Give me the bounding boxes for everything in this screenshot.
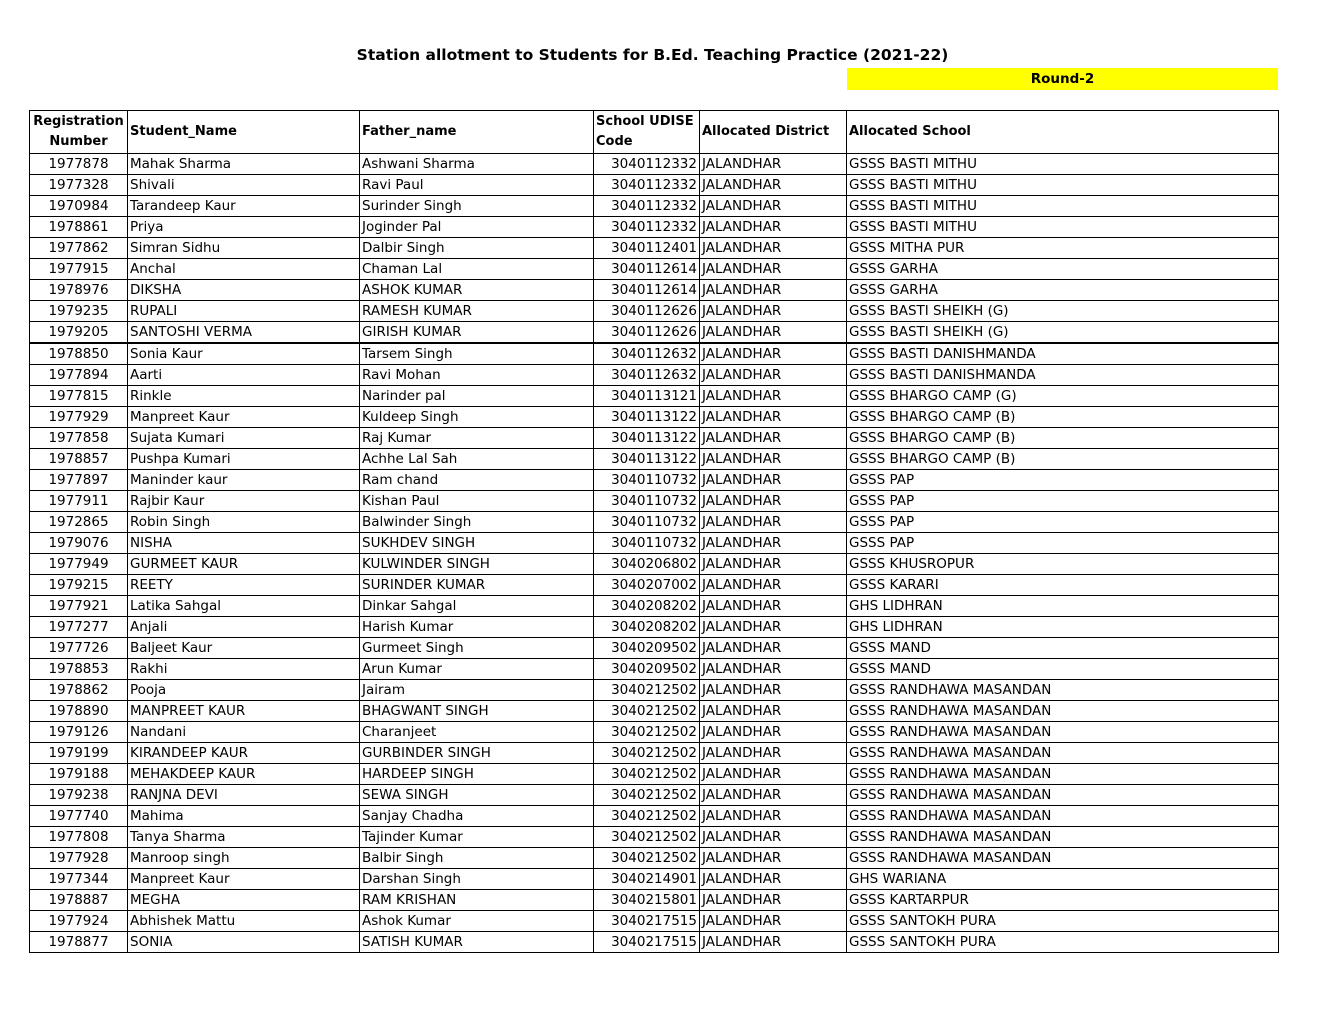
- table-row: [30, 722, 1279, 743]
- school-cell: GSSS RANDHAWA MASANDAN: [847, 764, 1279, 785]
- table-row: [30, 175, 1279, 196]
- district-cell: JALANDHAR: [700, 575, 847, 596]
- school-cell: GSSS RANDHAWA MASANDAN: [847, 806, 1279, 827]
- school-cell: GSSS BHARGO CAMP (G): [847, 386, 1279, 407]
- father-name-cell: Ram chand: [360, 470, 594, 491]
- student-name-cell: Mahak Sharma: [128, 154, 360, 175]
- table-row: [30, 680, 1279, 701]
- school-cell: GSSS MAND: [847, 638, 1279, 659]
- school-cell: GSSS GARHA: [847, 280, 1279, 301]
- udise-code-cell: 3040110732: [594, 491, 700, 512]
- allotment-table: [29, 110, 1279, 953]
- registration-number-cell: 1977328: [30, 175, 128, 196]
- father-name-cell: Harish Kumar: [360, 617, 594, 638]
- registration-number-cell: 1978887: [30, 890, 128, 911]
- school-cell: GSSS RANDHAWA MASANDAN: [847, 743, 1279, 764]
- school-cell: GSSS BHARGO CAMP (B): [847, 449, 1279, 470]
- student-name-cell: SANTOSHI VERMA: [128, 322, 360, 344]
- registration-number-cell: 1977928: [30, 848, 128, 869]
- table-row: [30, 554, 1279, 575]
- district-cell: JALANDHAR: [700, 491, 847, 512]
- table-row: [30, 638, 1279, 659]
- district-cell: JALANDHAR: [700, 470, 847, 491]
- udise-code-cell: 3040110732: [594, 512, 700, 533]
- district-cell: JALANDHAR: [700, 238, 847, 259]
- table-row: [30, 365, 1279, 386]
- udise-code-cell: 3040112332: [594, 217, 700, 238]
- student-name-cell: SONIA: [128, 932, 360, 953]
- udise-code-cell: 3040112632: [594, 365, 700, 386]
- father-name-cell: SATISH KUMAR: [360, 932, 594, 953]
- district-cell: JALANDHAR: [700, 322, 847, 344]
- father-name-cell: Tajinder Kumar: [360, 827, 594, 848]
- father-name-cell: BHAGWANT SINGH: [360, 701, 594, 722]
- udise-code-cell: 3040209502: [594, 659, 700, 680]
- district-cell: JALANDHAR: [700, 512, 847, 533]
- udise-code-cell: 3040209502: [594, 638, 700, 659]
- registration-number-cell: 1977862: [30, 238, 128, 259]
- father-name-cell: Charanjeet: [360, 722, 594, 743]
- registration-number-cell: 1977911: [30, 491, 128, 512]
- student-name-cell: MEGHA: [128, 890, 360, 911]
- table-row: [30, 890, 1279, 911]
- father-name-cell: Ashok Kumar: [360, 911, 594, 932]
- district-cell: JALANDHAR: [700, 407, 847, 428]
- father-name-cell: Balbir Singh: [360, 848, 594, 869]
- registration-number-cell: 1978857: [30, 449, 128, 470]
- district-cell: JALANDHAR: [700, 932, 847, 953]
- registration-number-cell: 1979238: [30, 785, 128, 806]
- student-name-cell: DIKSHA: [128, 280, 360, 301]
- student-name-cell: Mahima: [128, 806, 360, 827]
- district-cell: JALANDHAR: [700, 428, 847, 449]
- student-name-cell: Shivali: [128, 175, 360, 196]
- district-cell: JALANDHAR: [700, 343, 847, 365]
- student-name-cell: Priya: [128, 217, 360, 238]
- school-cell: GSSS PAP: [847, 533, 1279, 554]
- school-cell: GHS LIDHRAN: [847, 596, 1279, 617]
- student-name-cell: Manpreet Kaur: [128, 869, 360, 890]
- student-name-cell: RANJNA DEVI: [128, 785, 360, 806]
- school-cell: GSSS RANDHAWA MASANDAN: [847, 701, 1279, 722]
- udise-code-cell: 3040212502: [594, 701, 700, 722]
- registration-number-cell: 1977858: [30, 428, 128, 449]
- udise-code-cell: 3040212502: [594, 764, 700, 785]
- udise-code-cell: 3040112332: [594, 175, 700, 196]
- school-cell: GSSS PAP: [847, 491, 1279, 512]
- table-row: [30, 238, 1279, 259]
- registration-number-cell: 1979199: [30, 743, 128, 764]
- udise-code-cell: 3040112626: [594, 301, 700, 322]
- student-name-cell: Tanya Sharma: [128, 827, 360, 848]
- header-student-name: Student_Name: [128, 111, 360, 154]
- table-row: [30, 785, 1279, 806]
- student-name-cell: Pooja: [128, 680, 360, 701]
- father-name-cell: Surinder Singh: [360, 196, 594, 217]
- father-name-cell: Achhe Lal Sah: [360, 449, 594, 470]
- father-name-cell: Narinder pal: [360, 386, 594, 407]
- udise-code-cell: 3040212502: [594, 827, 700, 848]
- table-row: [30, 932, 1279, 953]
- student-name-cell: Manroop singh: [128, 848, 360, 869]
- student-name-cell: Abhishek Mattu: [128, 911, 360, 932]
- registration-number-cell: 1979076: [30, 533, 128, 554]
- father-name-cell: Kishan Paul: [360, 491, 594, 512]
- father-name-cell: Darshan Singh: [360, 869, 594, 890]
- father-name-cell: Raj Kumar: [360, 428, 594, 449]
- registration-number-cell: 1977915: [30, 259, 128, 280]
- school-cell: GSSS BASTI MITHU: [847, 154, 1279, 175]
- school-cell: GSSS MAND: [847, 659, 1279, 680]
- student-name-cell: Rinkle: [128, 386, 360, 407]
- father-name-cell: Jairam: [360, 680, 594, 701]
- father-name-cell: ASHOK KUMAR: [360, 280, 594, 301]
- registration-number-cell: 1977740: [30, 806, 128, 827]
- registration-number-cell: 1978862: [30, 680, 128, 701]
- udise-code-cell: 3040212502: [594, 722, 700, 743]
- district-cell: JALANDHAR: [700, 701, 847, 722]
- table-row: [30, 827, 1279, 848]
- district-cell: JALANDHAR: [700, 638, 847, 659]
- registration-number-cell: 1977924: [30, 911, 128, 932]
- school-cell: GSSS PAP: [847, 470, 1279, 491]
- father-name-cell: Ravi Mohan: [360, 365, 594, 386]
- district-cell: JALANDHAR: [700, 259, 847, 280]
- father-name-cell: Gurmeet Singh: [360, 638, 594, 659]
- table-row: [30, 659, 1279, 680]
- udise-code-cell: 3040112614: [594, 259, 700, 280]
- school-cell: GSSS BASTI DANISHMANDA: [847, 365, 1279, 386]
- registration-number-cell: 1977929: [30, 407, 128, 428]
- table-row: [30, 806, 1279, 827]
- father-name-cell: Dinkar Sahgal: [360, 596, 594, 617]
- school-cell: GSSS SANTOKH PURA: [847, 932, 1279, 953]
- district-cell: JALANDHAR: [700, 890, 847, 911]
- school-cell: GSSS BASTI MITHU: [847, 196, 1279, 217]
- registration-number-cell: 1979188: [30, 764, 128, 785]
- district-cell: JALANDHAR: [700, 869, 847, 890]
- district-cell: JALANDHAR: [700, 533, 847, 554]
- student-name-cell: Sonia Kaur: [128, 343, 360, 365]
- udise-code-cell: 3040112332: [594, 196, 700, 217]
- father-name-cell: SEWA SINGH: [360, 785, 594, 806]
- udise-code-cell: 3040113122: [594, 449, 700, 470]
- district-cell: JALANDHAR: [700, 764, 847, 785]
- student-name-cell: Latika Sahgal: [128, 596, 360, 617]
- registration-number-cell: 1970984: [30, 196, 128, 217]
- student-name-cell: Maninder kaur: [128, 470, 360, 491]
- student-name-cell: Simran Sidhu: [128, 238, 360, 259]
- district-cell: JALANDHAR: [700, 659, 847, 680]
- district-cell: JALANDHAR: [700, 217, 847, 238]
- school-cell: GSSS KARTARPUR: [847, 890, 1279, 911]
- district-cell: JALANDHAR: [700, 196, 847, 217]
- student-name-cell: MEHAKDEEP KAUR: [128, 764, 360, 785]
- father-name-cell: Ravi Paul: [360, 175, 594, 196]
- registration-number-cell: 1979215: [30, 575, 128, 596]
- udise-code-cell: 3040113122: [594, 428, 700, 449]
- father-name-cell: Kuldeep Singh: [360, 407, 594, 428]
- school-cell: GHS WARIANA: [847, 869, 1279, 890]
- udise-code-cell: 3040112401: [594, 238, 700, 259]
- udise-code-cell: 3040112626: [594, 322, 700, 344]
- district-cell: JALANDHAR: [700, 785, 847, 806]
- school-cell: GSSS KARARI: [847, 575, 1279, 596]
- registration-number-cell: 1977894: [30, 365, 128, 386]
- udise-code-cell: 3040214901: [594, 869, 700, 890]
- school-cell: GSSS PAP: [847, 512, 1279, 533]
- district-cell: JALANDHAR: [700, 365, 847, 386]
- registration-number-cell: 1979126: [30, 722, 128, 743]
- school-cell: GSSS BASTI MITHU: [847, 217, 1279, 238]
- table-row: [30, 764, 1279, 785]
- udise-code-cell: 3040113121: [594, 386, 700, 407]
- table-row: [30, 617, 1279, 638]
- header-allocated-school: Allocated School: [847, 111, 1279, 154]
- district-cell: JALANDHAR: [700, 743, 847, 764]
- district-cell: JALANDHAR: [700, 806, 847, 827]
- school-cell: GSSS BASTI SHEIKH (G): [847, 322, 1279, 344]
- table-row: [30, 869, 1279, 890]
- district-cell: JALANDHAR: [700, 680, 847, 701]
- table-row: [30, 407, 1279, 428]
- table-row: [30, 449, 1279, 470]
- table-row: [30, 470, 1279, 491]
- header-row: [30, 111, 1279, 154]
- school-cell: GSSS SANTOKH PURA: [847, 911, 1279, 932]
- table-row: [30, 428, 1279, 449]
- table-row: [30, 701, 1279, 722]
- father-name-cell: Tarsem Singh: [360, 343, 594, 365]
- udise-code-cell: 3040112632: [594, 343, 700, 365]
- student-name-cell: Pushpa Kumari: [128, 449, 360, 470]
- udise-code-cell: 3040212502: [594, 785, 700, 806]
- father-name-cell: KULWINDER SINGH: [360, 554, 594, 575]
- registration-number-cell: 1977277: [30, 617, 128, 638]
- udise-code-cell: 3040207002: [594, 575, 700, 596]
- header-father-name: Father_name: [360, 111, 594, 154]
- table-row: [30, 217, 1279, 238]
- udise-code-cell: 3040212502: [594, 743, 700, 764]
- district-cell: JALANDHAR: [700, 827, 847, 848]
- udise-code-cell: 3040212502: [594, 806, 700, 827]
- father-name-cell: Sanjay Chadha: [360, 806, 594, 827]
- table-row: [30, 533, 1279, 554]
- registration-number-cell: 1978853: [30, 659, 128, 680]
- registration-number-cell: 1977921: [30, 596, 128, 617]
- document-title: Station allotment to Students for B.Ed. Teaching Practice (2021-22): [356, 46, 949, 64]
- father-name-cell: Joginder Pal: [360, 217, 594, 238]
- registration-number-cell: 1977897: [30, 470, 128, 491]
- registration-number-cell: 1977878: [30, 154, 128, 175]
- table-row: [30, 848, 1279, 869]
- student-name-cell: Nandani: [128, 722, 360, 743]
- student-name-cell: Baljeet Kaur: [128, 638, 360, 659]
- school-cell: GSSS RANDHAWA MASANDAN: [847, 827, 1279, 848]
- student-name-cell: Manpreet Kaur: [128, 407, 360, 428]
- student-name-cell: MANPREET KAUR: [128, 701, 360, 722]
- school-cell: GSSS BASTI MITHU: [847, 175, 1279, 196]
- udise-code-cell: 3040215801: [594, 890, 700, 911]
- student-name-cell: Sujata Kumari: [128, 428, 360, 449]
- student-name-cell: Anjali: [128, 617, 360, 638]
- school-cell: GSSS RANDHAWA MASANDAN: [847, 785, 1279, 806]
- father-name-cell: SURINDER KUMAR: [360, 575, 594, 596]
- table-row: [30, 322, 1279, 344]
- father-name-cell: SUKHDEV SINGH: [360, 533, 594, 554]
- table-row: [30, 259, 1279, 280]
- table-row: [30, 575, 1279, 596]
- table-row: [30, 743, 1279, 764]
- registration-number-cell: 1979205: [30, 322, 128, 344]
- table-row: [30, 911, 1279, 932]
- district-cell: JALANDHAR: [700, 154, 847, 175]
- udise-code-cell: 3040110732: [594, 470, 700, 491]
- school-cell: GSSS MITHA PUR: [847, 238, 1279, 259]
- table-row: [30, 280, 1279, 301]
- table-row: [30, 386, 1279, 407]
- student-name-cell: NISHA: [128, 533, 360, 554]
- round-label: Round-2: [847, 68, 1278, 90]
- father-name-cell: RAMESH KUMAR: [360, 301, 594, 322]
- registration-number-cell: 1978890: [30, 701, 128, 722]
- district-cell: JALANDHAR: [700, 848, 847, 869]
- registration-number-cell: 1977949: [30, 554, 128, 575]
- header-allocated-district: Allocated District: [700, 111, 847, 154]
- udise-code-cell: 3040206802: [594, 554, 700, 575]
- udise-code-cell: 3040112332: [594, 154, 700, 175]
- registration-number-cell: 1978976: [30, 280, 128, 301]
- registration-number-cell: 1977808: [30, 827, 128, 848]
- district-cell: JALANDHAR: [700, 911, 847, 932]
- udise-code-cell: 3040110732: [594, 533, 700, 554]
- student-name-cell: REETY: [128, 575, 360, 596]
- header-school-udise-code: School UDISE Code: [594, 111, 700, 154]
- table-row: [30, 512, 1279, 533]
- table-row: [30, 596, 1279, 617]
- school-cell: GSSS BASTI SHEIKH (G): [847, 301, 1279, 322]
- district-cell: JALANDHAR: [700, 449, 847, 470]
- school-cell: GSSS RANDHAWA MASANDAN: [847, 848, 1279, 869]
- udise-code-cell: 3040112614: [594, 280, 700, 301]
- registration-number-cell: 1979235: [30, 301, 128, 322]
- school-cell: GSSS RANDHAWA MASANDAN: [847, 722, 1279, 743]
- district-cell: JALANDHAR: [700, 280, 847, 301]
- registration-number-cell: 1978850: [30, 343, 128, 365]
- school-cell: GSSS GARHA: [847, 259, 1279, 280]
- district-cell: JALANDHAR: [700, 175, 847, 196]
- father-name-cell: Arun Kumar: [360, 659, 594, 680]
- udise-code-cell: 3040217515: [594, 932, 700, 953]
- udise-code-cell: 3040113122: [594, 407, 700, 428]
- udise-code-cell: 3040212502: [594, 680, 700, 701]
- father-name-cell: GIRISH KUMAR: [360, 322, 594, 344]
- table-row: [30, 343, 1279, 365]
- father-name-cell: Dalbir Singh: [360, 238, 594, 259]
- udise-code-cell: 3040212502: [594, 848, 700, 869]
- udise-code-cell: 3040208202: [594, 617, 700, 638]
- registration-number-cell: 1978861: [30, 217, 128, 238]
- table-row: [30, 301, 1279, 322]
- student-name-cell: RUPALI: [128, 301, 360, 322]
- school-cell: GSSS KHUSROPUR: [847, 554, 1279, 575]
- table-row: [30, 154, 1279, 175]
- district-cell: JALANDHAR: [700, 554, 847, 575]
- father-name-cell: Chaman Lal: [360, 259, 594, 280]
- father-name-cell: HARDEEP SINGH: [360, 764, 594, 785]
- district-cell: JALANDHAR: [700, 596, 847, 617]
- table-row: [30, 491, 1279, 512]
- student-name-cell: Anchal: [128, 259, 360, 280]
- father-name-cell: RAM KRISHAN: [360, 890, 594, 911]
- district-cell: JALANDHAR: [700, 301, 847, 322]
- student-name-cell: Aarti: [128, 365, 360, 386]
- student-name-cell: Rajbir Kaur: [128, 491, 360, 512]
- father-name-cell: Balwinder Singh: [360, 512, 594, 533]
- student-name-cell: Robin Singh: [128, 512, 360, 533]
- student-name-cell: Rakhi: [128, 659, 360, 680]
- district-cell: JALANDHAR: [700, 617, 847, 638]
- registration-number-cell: 1972865: [30, 512, 128, 533]
- student-name-cell: Tarandeep Kaur: [128, 196, 360, 217]
- registration-number-cell: 1977344: [30, 869, 128, 890]
- registration-number-cell: 1978877: [30, 932, 128, 953]
- father-name-cell: Ashwani Sharma: [360, 154, 594, 175]
- udise-code-cell: 3040208202: [594, 596, 700, 617]
- school-cell: GSSS BASTI DANISHMANDA: [847, 343, 1279, 365]
- school-cell: GSSS BHARGO CAMP (B): [847, 407, 1279, 428]
- student-name-cell: GURMEET KAUR: [128, 554, 360, 575]
- student-name-cell: KIRANDEEP KAUR: [128, 743, 360, 764]
- table-row: [30, 196, 1279, 217]
- district-cell: JALANDHAR: [700, 386, 847, 407]
- registration-number-cell: 1977726: [30, 638, 128, 659]
- father-name-cell: GURBINDER SINGH: [360, 743, 594, 764]
- district-cell: JALANDHAR: [700, 722, 847, 743]
- registration-number-cell: 1977815: [30, 386, 128, 407]
- udise-code-cell: 3040217515: [594, 911, 700, 932]
- school-cell: GHS LIDHRAN: [847, 617, 1279, 638]
- school-cell: GSSS RANDHAWA MASANDAN: [847, 680, 1279, 701]
- school-cell: GSSS BHARGO CAMP (B): [847, 428, 1279, 449]
- header-registration-number: Registration Number: [30, 111, 128, 154]
